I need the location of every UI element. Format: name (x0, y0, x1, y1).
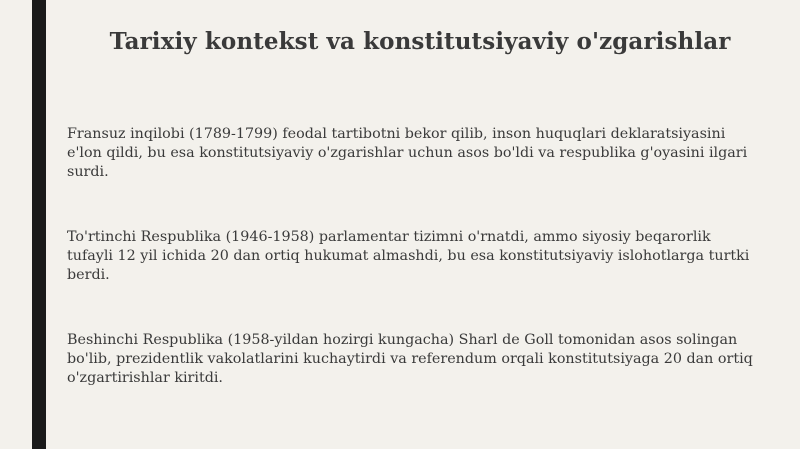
paragraph-fourth-republic: To'rtinchi Respublika (1946-1958) parlamentar tizimni o'rnatdi, ammo siyosiy beqarorlik tufayli 12 yil ichida 20 dan ortiq hukumat almashdi, bu esa konstitutsiyaviy islohotlarga turtki berdi. (67, 229, 750, 283)
slide-title: Tarixiy kontekst va konstitutsiyaviy o'zgarishlar (109, 28, 731, 55)
paragraph-fifth-republic: Beshinchi Respublika (1958-yildan hozirgi kungacha) Sharl de Goll tomonidan asos solingan bo'lib, prezidentlik vakolatlarini kuchaytirdi va referendum orqali konstitutsiyaga 20 dan ortiq o'zgartirishlar kiritdi. (67, 332, 753, 386)
accent-bar (32, 0, 46, 449)
paragraph-french-revolution: Fransuz inqilobi (1789-1799) feodal tartibotni bekor qilib, inson huquqlari deklaratsiyasini e'lon qildi, bu esa konstitutsiyaviy o'zgarishlar uchun asos bo'ldi va respublika g'oyasini ilgari surdi. (67, 126, 748, 180)
